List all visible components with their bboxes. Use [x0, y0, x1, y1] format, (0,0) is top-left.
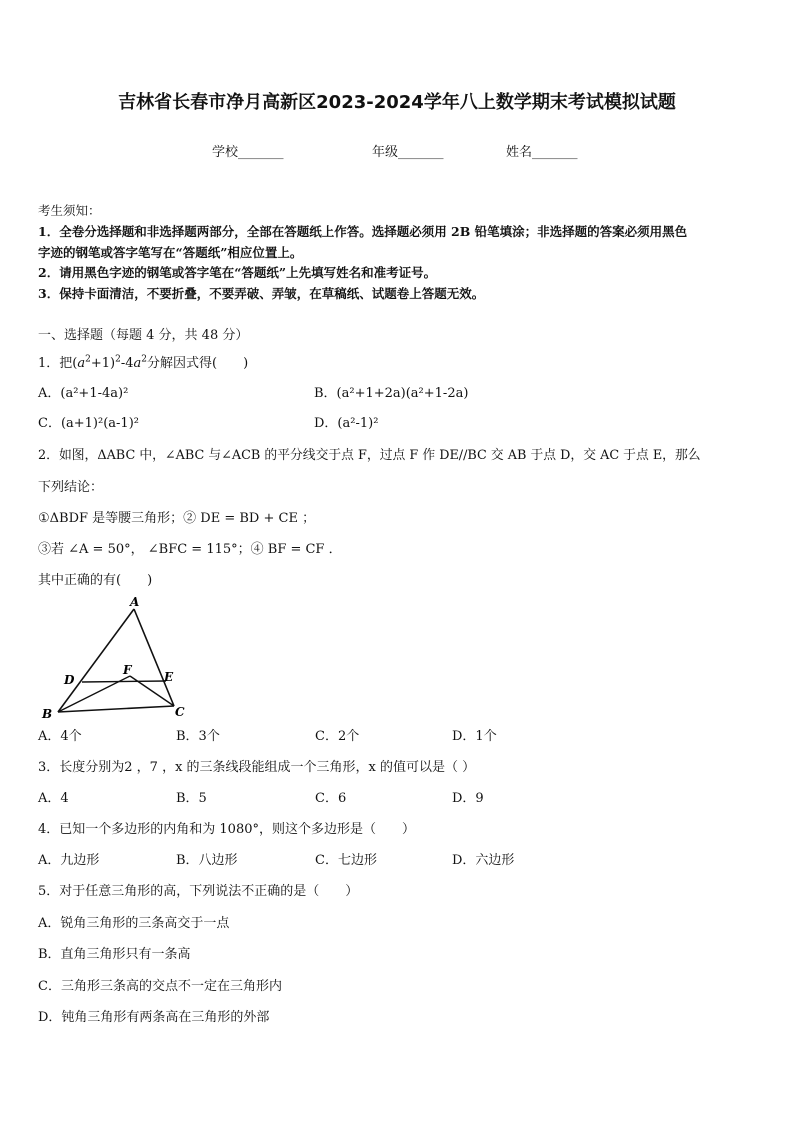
question-5-option-d: D．钝角三角形有两条高在三角形的外部 [38, 1010, 270, 1025]
question-2-statement: ③若 ∠A = 50°， ∠BFC = 115°；④ BF = CF ． [38, 542, 342, 557]
side-ac [134, 609, 174, 706]
question-1-option-d: D．(a²-1)² [314, 416, 379, 431]
question-4-stem: 4．已知一个多边形的内角和为 1080°，则这个多边形是（ ） [38, 822, 415, 837]
label-c: C [175, 705, 185, 719]
label-f: F [123, 663, 132, 677]
label-e: E [164, 670, 174, 684]
question-4-option-a: A．九边形 [38, 853, 100, 868]
question-3-option-b: B．5 [176, 791, 207, 806]
question-2-option-b: B．3个 [176, 729, 220, 744]
question-4-option-b: B．八边形 [176, 853, 238, 868]
question-5-option-a: A．锐角三角形的三条高交于一点 [38, 916, 230, 931]
segment-de [82, 681, 166, 682]
question-2-option-a: A．4个 [38, 729, 82, 744]
label-d: D [64, 673, 75, 687]
question-5-stem: 5．对于任意三角形的高，下列说法不正确的是（ ） [38, 884, 359, 899]
question-2-statement: ①ΔBDF 是等腰三角形；② DE = BD + CE ； [38, 511, 316, 526]
notice-item: 1．全卷分选择题和非选择题两部分，全部在答题纸上作答。选择题必须用 2B 铅笔填涂；非选择题的答案必须用黑色 [38, 224, 688, 239]
question-2-option-c: C．2个 [315, 729, 360, 744]
question-4-option-c: C．七边形 [315, 853, 377, 868]
side-bc [58, 706, 174, 712]
triangle-figure [38, 594, 198, 724]
grade-field: 年级_______ [372, 145, 444, 160]
section-heading: 一、选择题（每题 4 分，共 48 分） [38, 328, 249, 343]
question-2-ask: 其中正确的有( ) [38, 573, 153, 588]
question-2-stem-cont: 下列结论： [38, 480, 104, 495]
question-3-stem: 3．长度分别为2 ，7 ，x 的三条线段能组成一个三角形，x 的值可以是（ ） [38, 760, 476, 775]
question-3-option-d: D．9 [452, 791, 484, 806]
question-5-option-b: B．直角三角形只有一条高 [38, 947, 191, 962]
question-2-stem: 2．如图，ΔABC 中，∠ABC 与∠ACB 的平分线交于点 F，过点 F 作 DE//BC 交 AB 于点 D，交 AC 于点 E，那么 [38, 448, 701, 463]
label-a: A [130, 595, 140, 609]
notice-item: 2．请用黑色字迹的钢笔或答字笔在“答题纸”上先填写姓名和准考证号。 [38, 265, 437, 280]
notice-item: 3．保持卡面清洁，不要折叠，不要弄破、弄皱，在草稿纸、试题卷上答题无效。 [38, 286, 485, 301]
label-b: B [42, 707, 53, 721]
side-ab [58, 609, 134, 712]
question-3-option-c: C．6 [315, 791, 347, 806]
question-4-option-d: D．六边形 [452, 853, 515, 868]
notice-heading: 考生须知： [38, 203, 101, 218]
question-5-option-c: C．三角形三条高的交点不一定在三角形内 [38, 979, 282, 994]
question-1-option-c: C．(a+1)²(a-1)² [38, 416, 139, 431]
question-1-option-b: B．(a²+1+2a)(a²+1-2a) [314, 386, 469, 401]
question-1-stem: 1．把$(a^2+1)^2-4a^2$分解因式得( ) [38, 354, 249, 371]
question-1-option-a: A．(a²+1-4a)² [38, 386, 129, 401]
name-field: 姓名_______ [506, 145, 578, 160]
question-2-option-d: D．1个 [452, 729, 497, 744]
exam-title: 吉林省长春市净月高新区2023-2024学年八上数学期末考试模拟试题 [118, 92, 676, 113]
notice-item: 字迹的钢笔或答字笔写在“答题纸”相应位置上。 [38, 245, 303, 260]
school-field: 学校_______ [212, 145, 284, 160]
question-3-option-a: A．4 [38, 791, 69, 806]
